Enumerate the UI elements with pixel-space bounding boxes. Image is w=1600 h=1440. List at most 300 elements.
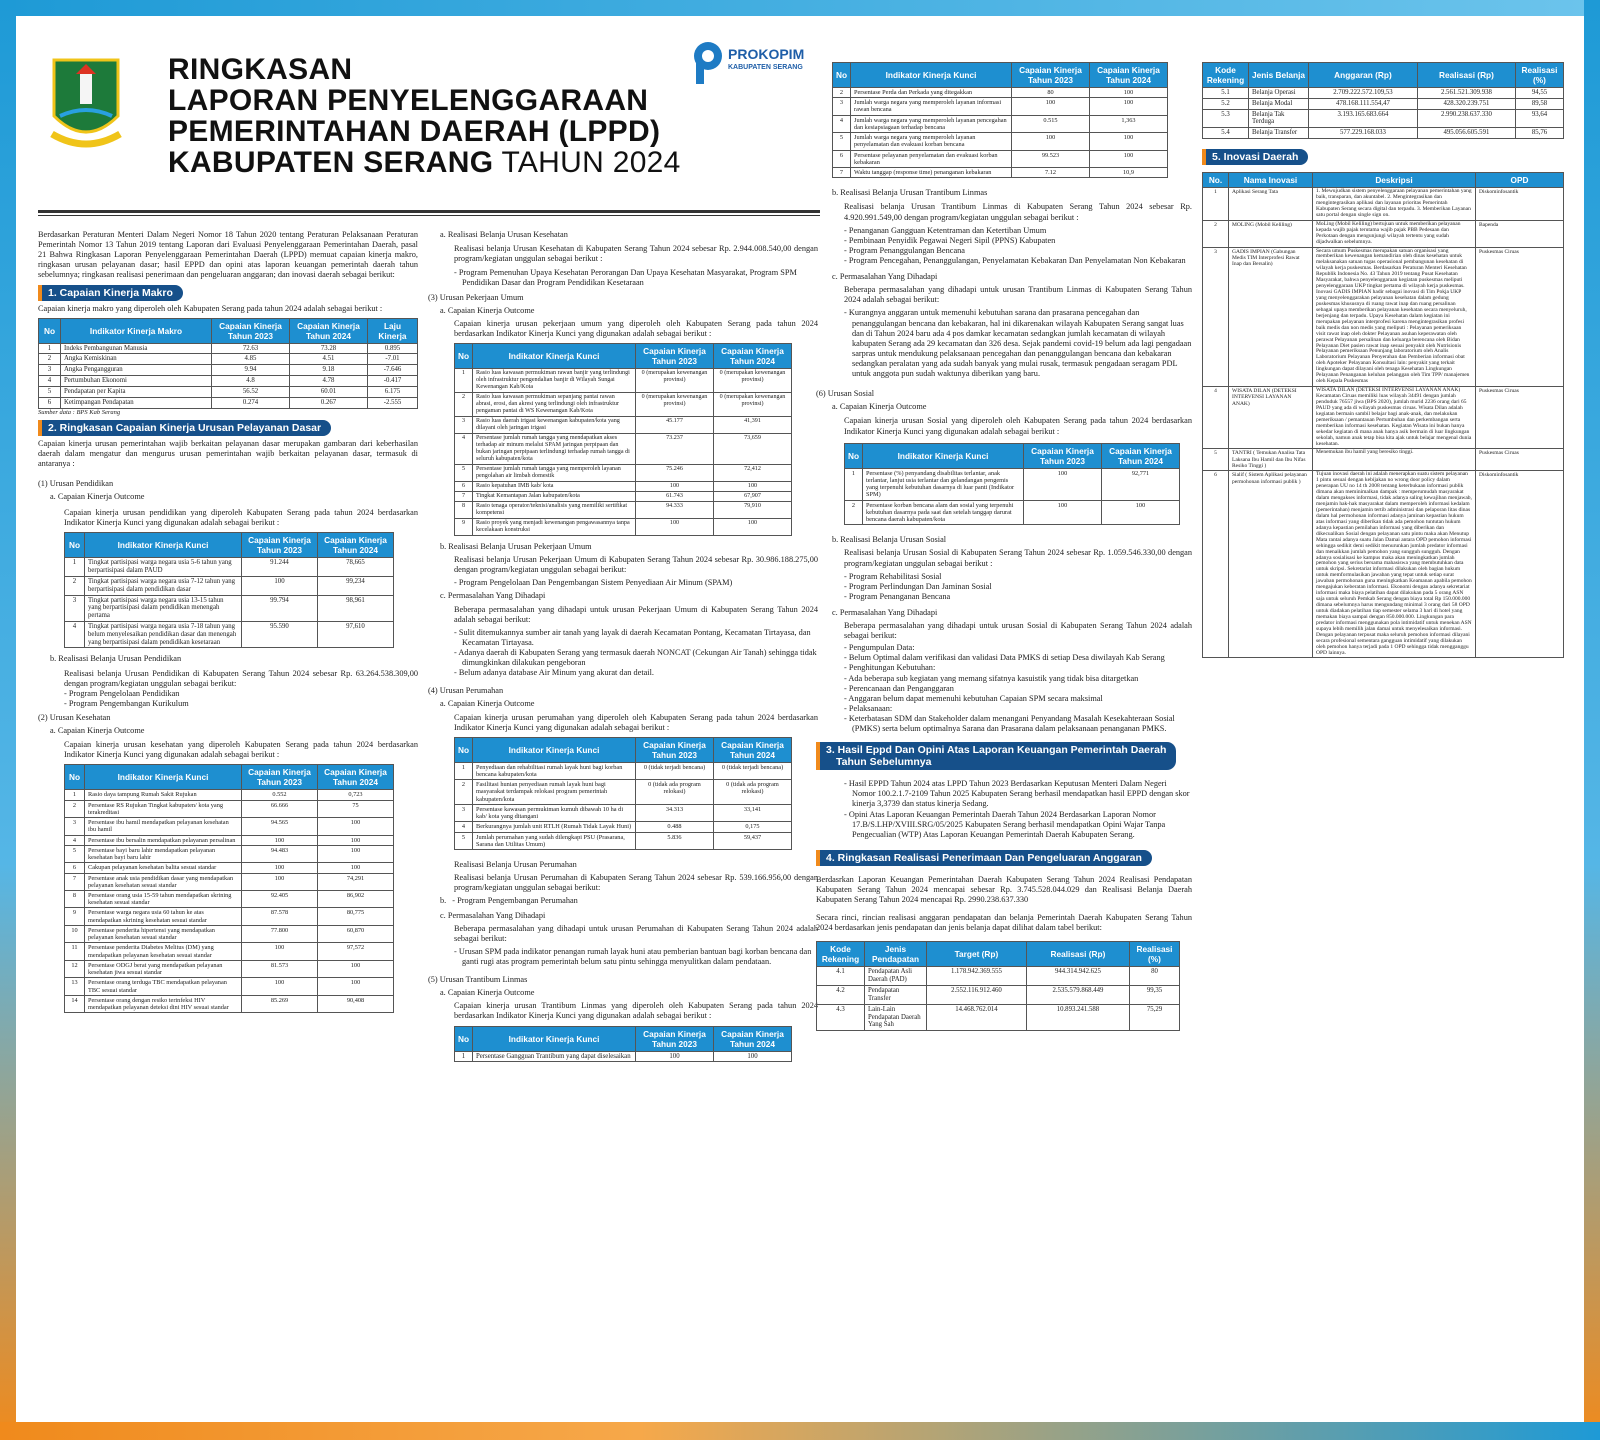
table-cell: Penyediaan dan rehabilitasi rumah layak huni bagi korban bencana kabupaten/kota [473, 762, 636, 779]
table-row [833, 150, 1168, 167]
table-cell: 72.63 [212, 343, 290, 354]
prokopim-logo [690, 40, 840, 90]
table-cell: 61.743 [636, 491, 714, 501]
table-cell: 93,64 [1516, 109, 1564, 128]
table-cell: 1 [455, 762, 473, 779]
table-cell: 2.552.116.912.460 [927, 986, 1027, 1005]
table-row [65, 925, 394, 942]
table-cell: WISATA DILAN (DETEKSI INTERVENSI LAYANAN ANAK) Kecamatan Ciruas memiliki luas wilayah 34491 dengan jumlah penduduk 76557 jiwa (BPS 2020), jumlah murid 2236 orang dari 65 PAUD yang ada di wilayah puskesmas ciruas. Wisata Dilan adalah kegiatan bermain sambil belajar bagi anak-anak, dan melakukan pemeriksaan / pemantauan Pertumbuhan dan perkembangan serta memberikan informasi kesehatan. Kegiatan Wisata ini bukan hanya sekedar kegiatan di mana anak hanya asik bermain di luar lingkungan sekolah, namun anak tetap bisa kita ajak untuk belajar mengenal dunia kesehatan. [1313, 387, 1476, 449]
table-cell: 100 [318, 978, 394, 995]
header-divider-thin [38, 215, 820, 216]
list-item: - Pelaksanaan: [844, 704, 1192, 714]
table-cell: 5 [455, 464, 473, 481]
table-cell: 1.178.942.369.555 [927, 967, 1027, 986]
table-cell: -2.555 [368, 397, 418, 408]
table-cell: 7.12 [1012, 168, 1090, 178]
table-cell: 2 [845, 500, 863, 525]
col-name: Nama Inovasi [1229, 173, 1313, 188]
table-cell: Persentase bayi baru lahir mendapatkan pelayanan kesehatan bayi baru lahir [85, 845, 242, 862]
table-row [39, 386, 418, 397]
table-cell: 100 [318, 818, 394, 835]
table-cell: 33,141 [714, 804, 792, 821]
table-cell: Rasio luas kawasan permukiman rawan banjir yang terlindungi oleh infrastruktur pengendalian banjir di Wilayah Sungai Kewenangan Kab/Kota [473, 368, 636, 392]
table-cell: 4.3 [817, 1004, 865, 1030]
col-2024: Capaian Kinerja Tahun 2024 [714, 737, 792, 762]
title-region: KABUPATEN SERANG [168, 146, 494, 179]
table-cell: Persentase orang usia 15-59 tahun mendapatkan skrining kesehatan sesuai standar [85, 890, 242, 907]
table-cell: 2.561.521.309.938 [1417, 88, 1515, 99]
section-5-title: 5. Inovasi Daerah [1202, 149, 1308, 165]
table-row [65, 960, 394, 977]
header-divider [38, 210, 820, 213]
sosial-c: c. Permasalahan Yang Dihadapi [832, 607, 938, 617]
table-cell: Persentase warga negara usia 60 tahun ke atas mendapatkan skrining kesehatan sesuai standar [85, 908, 242, 925]
table-cell: 100 [1090, 98, 1168, 115]
table-cell: Persentase ibu bersalin mendapatkan pelayanan persalinan [85, 835, 242, 845]
table-cell: Bapenda [1476, 220, 1564, 247]
table-cell: -7.01 [368, 354, 418, 365]
pu-ctext: Beberapa permasalahan yang dihadapi untuk urusan Pekerjaan Umum di Kabupaten Serang Tahun 2024 adalah sebagai berikut: [454, 604, 818, 624]
table-row [39, 376, 418, 387]
table-cell: 6 [833, 150, 851, 167]
table-cell: 59,437 [714, 832, 792, 849]
list-item: - Opini Atas Laporan Keuangan Pemerintah Daerah Tahun 2024 Berdasarkan Laporan Nomor 17.B/S.LHP/XVIII.SRG/05/2025 Kabupaten Serang berhasil mendapatkan Opini Wajar Tanpa Pengecualian (WTP) Atas Laporan Keuangan Pemerintah Daerah Kabupaten Serang. [844, 810, 1192, 840]
table-cell: 11 [65, 943, 85, 960]
table-cell: Rasio tenaga operator/teknisi/analisis yang memiliki sertifikat kompetensi [473, 501, 636, 518]
table-cell: Tingkat partisipasi warga negara usia 7-12 tahun yang berpartisipasi dalam pendidikan dasar [85, 576, 242, 595]
table-cell: 0 (merupakan kewenangan provinsi) [636, 392, 714, 416]
table-row [1203, 471, 1564, 658]
pu-b: b. Realisasi Belanja Urusan Pekerjaan Umum [440, 541, 592, 551]
sosial-problems [844, 643, 1192, 734]
section-2-text: Capaian kinerja urusan pemerintahan wajib berkaitan pelayanan dasar merupakan gambaran dari keberhasilan daerah dalam mengatur dan mengurus urusan pemerintahan wajib berkaitan pelayanan dasar, termasuk di antaranya : [38, 438, 418, 468]
table-cell: 99,234 [318, 576, 394, 595]
table-cell: 2 [455, 780, 473, 805]
col-target: Target (Rp) [927, 942, 1027, 967]
table-cell: 41,391 [714, 416, 792, 433]
table-row [65, 908, 394, 925]
trantibum-programs [844, 226, 1192, 266]
table-cell: Rasio luas daerah irigasi kewenangan kabupaten/kota yang dilayani oleh jaringan irigasi [473, 416, 636, 433]
perumahan-c: c. Permasalahan Yang Dihadapi [440, 910, 546, 920]
table-cell: 72,412 [714, 464, 792, 481]
table-cell: 0 (tidak ada program relokasi) [636, 780, 714, 805]
poster [16, 16, 1584, 1422]
table-cell: 3 [39, 365, 61, 376]
table-cell: 3 [455, 804, 473, 821]
col-indicator: Indikator Kinerja Kunci [851, 63, 1012, 88]
table-cell: Menemukan ibu hamil yang beresiko tinggi. [1313, 449, 1476, 471]
table-row [1203, 109, 1564, 128]
table-cell: Persentase ibu hamil mendapatkan pelayanan kesehatan ibu hamil [85, 818, 242, 835]
table-row [65, 800, 394, 817]
table-cell: 2 [65, 800, 85, 817]
table-cell: Tingkat partisipasi warga negara usia 13-15 tahun yang berpartisipasi dalam pendidikan menengah pertama [85, 595, 242, 621]
table-row [455, 416, 792, 433]
source-note: Sumber data : BPS Kab Serang [38, 408, 121, 416]
perumahan-programs [452, 896, 578, 906]
revenue-table [816, 941, 1180, 1031]
perumahan-bmark [440, 896, 818, 906]
col-2023: Capaian Kinerja Tahun 2023 [636, 737, 714, 762]
table-cell: Angka Kemiskinan [61, 354, 212, 365]
table-row [39, 397, 418, 408]
col-realization: Realisasi (Rp) [1026, 942, 1129, 967]
col-2023: Capaian Kinerja Tahun 2023 [636, 343, 714, 368]
section-1-title: 1. Capaian Kinerja Makro [38, 285, 183, 301]
table-cell: 94.565 [242, 818, 318, 835]
table-cell: 80 [1012, 88, 1090, 98]
table-cell: 5 [65, 845, 85, 862]
list-item: - Hasil EPPD Tahun 2024 atas LPPD Tahun 2023 Berdasarkan Keputusan Menteri Dalam Negeri Nomor 100.2.1.7-2109 Tahun 2025 Kabupaten Serang berhasil mendapatkan hasil EPPD dengan skor kinerja 3,3739 dan status kinerja Sedang. [844, 779, 1192, 809]
trantibum-head: (5) Urusan Trantibum Linmas [428, 975, 528, 985]
table-row [455, 822, 792, 832]
table-row [455, 780, 792, 805]
col-no: No [845, 443, 863, 468]
table-cell: 3.193.165.683.664 [1309, 109, 1418, 128]
table-cell: 100 [318, 845, 394, 862]
table-cell: 5.4 [1203, 128, 1249, 139]
table-cell: 7 [833, 168, 851, 178]
table-cell: 100 [318, 835, 394, 845]
table-cell: 95.590 [242, 621, 318, 647]
table-row [845, 500, 1180, 525]
pendidikan-head: (1) Urusan Pendidikan [38, 478, 114, 488]
trantibum-ctext: Beberapa permasalahan yang dihadapi untuk urusan Trantibum Linmas di Kabupaten Serang Tahun 2024 adalah sebagai berikut: [844, 285, 1192, 305]
table-row [65, 845, 394, 862]
table-cell: 97,610 [318, 621, 394, 647]
table-cell: Persentase (%) penyandang disabilitas terlantar, anak terlantar, lanjut usia terlantar dan gelandangan pengemis yang terpenuhi kebutuhan dasarnya di luar panti (Indikator SPM) [863, 468, 1024, 500]
table-cell: GADIS IMPIAN (Gabungan Medis TIM Interprofesi Rawat Inap dan Bersalin) [1229, 247, 1313, 387]
table-cell: 9.18 [290, 365, 368, 376]
table-cell: 2 [1203, 220, 1229, 247]
trantibum-table-1 [454, 1026, 792, 1063]
table-cell: 3 [1203, 247, 1229, 387]
kesehatan-head: (2) Urusan Kesehatan [38, 712, 111, 722]
table-cell: Pendapatan per Kapita [61, 386, 212, 397]
table-cell: 10.893.241.588 [1026, 1004, 1129, 1030]
list-item: - Ada beberapa sub kegiatan yang memang sifatnya kasuistik yang tidak bisa ditargetkan [844, 674, 1192, 684]
table-cell: 0 (tidak ada program relokasi) [714, 780, 792, 805]
sosial-ctext: Beberapa permasalahan yang dihadapi untuk urusan Sosial di Kabupaten Serang Tahun 2024 adalah sebagai berikut: [844, 621, 1192, 641]
table-cell: Belanja Operasi [1249, 88, 1309, 99]
intro-paragraph: Berdasarkan Peraturan Menteri Dalam Negeri Nomor 18 Tahun 2020 tentang Peraturan Pelaksanaan Peraturan Pemerintah Nomor 13 Tahun 2019 tentang Laporan dari Evaluasi Penyelenggaraan Pemerintahan Daerah, pasal 21 Bahwa Ringkasan Laporan Penyelenggaraan Pemerintahan Daerah (LPPD) memuat capaian kinerja makro, ringkasan urusan pelayanan dasar; hasil EPPD dan opini atas laporan keuangan pemerintah daerah tahun sebelumnya; ringkasan realisasi penerimaan dan pengeluaran anggaran; dan inovasi daerah sebagai berikut: [38, 230, 418, 280]
table-cell: 2.990.238.637.330 [1417, 109, 1515, 128]
table-cell: Persentase penderita hipertensi yang mendapatkan pelayanan kesehatan sesuai standar [85, 925, 242, 942]
table-cell: 75 [318, 800, 394, 817]
table-cell: 100 [1024, 468, 1102, 500]
table-cell: Berkurangnya jumlah unit RTLH (Rumah Tidak Layak Huni) [473, 822, 636, 832]
perumahan-head: (4) Urusan Perumahan [428, 686, 504, 696]
list-marker: b. [440, 896, 447, 906]
list-item: - Pengumpulan Data: [844, 643, 1192, 653]
table-cell: 10 [65, 925, 85, 942]
table-cell: Rasio kepatuhan IMB kab/ kota [473, 481, 636, 491]
table-cell: 6 [455, 481, 473, 491]
section-3-title-line1: 3. Hasil Eppd Dan Opini Atas Laporan Keuangan Pemerintah Daerah [826, 744, 1167, 757]
col-type: Jenis Pendapatan [865, 942, 927, 967]
frame-bottom [0, 1422, 1600, 1440]
table-cell: 100 [636, 1051, 714, 1062]
table-cell: Persentase korban bencana alam dan sosial yang terpenuhi kebutuhan dasarnya pada saat dan setelah tanggap darurat bencana daerah kabupaten/kota [863, 500, 1024, 525]
table-cell: 99.794 [242, 595, 318, 621]
sosial-programs [844, 572, 1192, 602]
pu-text: Capaian kinerja urusan pekerjaan umum yang diperoleh oleh Kabupaten Serang pada tahun 2024 berdasarkan Indikator Kinerja Kunci yang digunakan adalah sebagai berikut : [454, 318, 818, 338]
table-cell: 6 [1203, 471, 1229, 658]
table-row [833, 88, 1168, 98]
table-cell: Diskominfosantik [1476, 471, 1564, 658]
table-cell: Puskesmas Ciruas [1476, 387, 1564, 449]
col-2024: Capaian Kinerja Tahun 2024 [1102, 443, 1180, 468]
table-cell: 0 (merupakan kewenangan provinsi) [714, 368, 792, 392]
kesehatan-b: a. Realisasi Belanja Urusan Kesehatan [440, 230, 568, 239]
list-item: - Penanganan Gangguan Ketentraman dan Ketertiban Umum [844, 226, 1192, 236]
table-cell: 60.01 [290, 386, 368, 397]
section-3-title-line2: Tahun Sebelumnya [836, 756, 932, 769]
pendidikan-programs [64, 689, 418, 709]
sosial-btext: Realisasi belanja Urusan Sosial di Kabupaten Serang Tahun 2024 sebesar Rp. 1.059.546.330,00 dengan program/kegiatan unggulan sebagai berikut : [844, 548, 1192, 568]
perumahan-btext: Realisasi belanja Urusan Perumahan di Kabupaten Serang Tahun 2024 sebesar Rp. 539.166.956,00 dengan program/kegiatan unggulan sebagai berikut: [454, 873, 818, 893]
table-cell: Puskesmas Ciruas [1476, 247, 1564, 387]
table-row [455, 832, 792, 849]
kesehatan-table [64, 764, 394, 1013]
table-cell: Persentase ODGJ berat yang mendapatkan pelayanan kesehatan jiwa sesuai standar [85, 960, 242, 977]
col-realization: Realisasi (Rp) [1417, 63, 1515, 88]
section-4-title: 4. Ringkasan Realisasi Penerimaan Dan Pengeluaran Anggaran [816, 850, 1152, 866]
col-no: No. [1203, 173, 1229, 188]
col-2023: Capaian Kinerja Tahun 2023 [636, 1026, 714, 1051]
col-no: No [65, 533, 85, 558]
table-cell: 14.468.762.014 [927, 1004, 1027, 1030]
table-cell: Persentase pelayanan penyelamatan dan evakuasi korban kebakaran [851, 150, 1012, 167]
table-cell: Pendapatan Transfer [865, 986, 927, 1005]
table-cell: 1 [455, 1051, 473, 1062]
table-row [1203, 98, 1564, 109]
pu-a: a. Capaian Kinerja Outcome [440, 305, 535, 315]
table-cell: 495.056.605.591 [1417, 128, 1515, 139]
macro-table [38, 318, 418, 409]
list-item: - Adanya daerah di Kabupaten Serang yang termasuk daerah NONCAT (Cekungan Air Tanah) sehingga tidak dimungkinkan dilakukan pengeboran [454, 648, 818, 668]
col-description: Deskripsi [1313, 173, 1476, 188]
section-3-list [844, 779, 1192, 840]
table-cell: 92.405 [242, 890, 318, 907]
table-row [1203, 247, 1564, 387]
table-cell: WISATA DILAN (DETEKSI INTERVENSI LAYANAN ANAK) [1229, 387, 1313, 449]
table-cell: Aplikasi Serang Tata [1229, 188, 1313, 221]
trantibum-btext: Realisasi belanja Urusan Trantibum Linmas di Kabupaten Serang Tahun 2024 sebesar Rp. 4.920.991.549,00 dengan program/kegiatan unggulan sebagai berikut : [844, 202, 1192, 222]
table-cell: MOLING (Mobil Keliling) [1229, 220, 1313, 247]
col-2024: Capaian Kinerja Tahun 2024 [714, 1026, 792, 1051]
list-item: - Anggaran belum dapat memenuhi kebutuhan Capaian SPM secara maksimal [844, 694, 1192, 704]
table-cell: Jumlah warga negara yang memperoleh layanan penyelamatan dan evakuasi korban bencana [851, 133, 1012, 150]
table-cell: 0 (tidak terjadi bencana) [714, 762, 792, 779]
col-2023: Capaian Kinerja Tahun 2023 [1012, 63, 1090, 88]
col-indicator: Indikator Kinerja Kunci [473, 1026, 636, 1051]
trantibum-c: c. Permasalahan Yang Dihadapi [832, 272, 938, 282]
list-item: - Program Rehabilitasi Sosial [844, 572, 1192, 582]
perumahan-a: a. Capaian Kinerja Outcome [440, 699, 535, 709]
table-cell: Diskominfosantik [1476, 188, 1564, 221]
table-cell: 3 [65, 595, 85, 621]
perumahan-ctext: Beberapa permasalahan yang dihadapi untuk urusan Perumahan di Kabupaten Serang Tahun 2024 adalah sebagai berikut: [454, 923, 818, 943]
table-cell: 6.175 [368, 386, 418, 397]
table-cell: 100 [1102, 500, 1180, 525]
table-row [455, 368, 792, 392]
col-no: No [39, 318, 61, 343]
table-cell: Belanja Modal [1249, 98, 1309, 109]
regency-emblem [50, 56, 122, 152]
table-cell: 74,291 [318, 873, 394, 890]
table-cell: 5.3 [1203, 109, 1249, 128]
list-item: - Belum Optimal dalam verifikasi dan validasi Data PMKS di setiap Desa diwilayah Kab Serang [844, 653, 1192, 663]
trantibum-table-2 [832, 62, 1168, 178]
col-indicator: Indikator Kinerja Makro [61, 318, 212, 343]
table-cell: 100 [1012, 98, 1090, 115]
kesehatan-programs [454, 268, 818, 288]
table-cell: 2.709.222.572.109,53 [1309, 88, 1418, 99]
kesehatan-a: a. Capaian Kinerja Outcome [50, 726, 145, 736]
table-cell: 0,175 [714, 822, 792, 832]
col-percent: Realisasi (%) [1516, 63, 1564, 88]
table-cell: 75.246 [636, 464, 714, 481]
table-row [833, 98, 1168, 115]
pu-head: (3) Urusan Pekerjaan Umum [428, 292, 524, 302]
column-4 [1202, 62, 1564, 658]
table-cell: Tingkat partisipasi warga negara usia 7-18 tahun yang belum menyelesaikan pendidikan dasar dan menengah yang berpartisipasi dalam pendidikan kesetaraan [85, 621, 242, 647]
table-cell: 90,408 [318, 995, 394, 1012]
list-item: - Urusan SPM pada indikator penangan rumah layak huni atau pemberian bantuan bagi korban bencana dan ganti rugi atas program pemerintah belum satu pintu sehingga menyulitkan dalam pendataan. [454, 947, 818, 967]
title-line: RINGKASAN [168, 53, 353, 86]
table-cell: 100 [636, 481, 714, 491]
pu-c: c. Permasalahan Yang Dihadapi [440, 591, 546, 601]
section-4-text1: Berdasrkan Laporan Keuangan Pemerintahan Daerah Kabupaten Serang Tahun 2024 Realisasi Pendapatan Kabupaten Serang Tahun 2024 mencapai sebesar Rp. 3.745.528.044.029 dan Realisasi Belanja Daerah Kabupaten Serang Tahun 2024 mencapai Rp. 2990.238.637.330 [816, 874, 1192, 905]
list-item: - Belum adanya database Air Minum yang akurat dan detail. [454, 668, 818, 678]
table-row [455, 464, 792, 481]
table-cell: Persentase orang dengan resiko terinfeksi HIV mendapatkan pelayanan deteksi dini HIV sesuai standar [85, 995, 242, 1012]
section-4-text2: Secara rinci, rincian realisasi anggaran pendapatan dan belanja Pemerintah Daerah Kabupaten Serang Tahun 2024 berdasarkan jenis pendapatan dan jenis belanja dapat dilihat dalam tabel berikut: [816, 913, 1192, 933]
table-cell: Persentase penderita Diabetes Melitus (DM) yang mendapatkan pelayanan kesehatan sesuai standar [85, 943, 242, 960]
table-cell: 577.229.168.033 [1309, 128, 1418, 139]
list-item: - Kurangnya anggaran untuk memenuhi kebutuhan sarana dan prasarana pencegahan dan penanggulangan bencana dan kebakaran, hal ini dikarenakan wilayah Kabupaten Serang sangat luas dan di Tahun 2024 baru ada 4 pos damkar kecamatan sedangkan jumlah kecamatan di wilayah kabupaten Serang ada 29 kecamatan dan 326 desa. Sejak pandemi covid-19 belum ada lagi pengadaan sarpras untuk mendukung pelaksanaan pencegahan dan penanggulangan bencana dan kebakaran sedangkan peralatan yang ada sudah banyak yang mulai rusak, termasuk pengadaan seragam PDL untuk anggota pun sudah waktunya diberikan yang baru. [844, 308, 1192, 379]
table-cell: Cakupan pelayanan kesehatan balita sesuai standar [85, 863, 242, 873]
table-cell: 4.51 [290, 354, 368, 365]
table-cell: 75,29 [1130, 1004, 1180, 1030]
perumahan-b: Realisasi Belanja Urusan Perumahan [454, 860, 577, 870]
table-row [455, 501, 792, 518]
table-row [455, 762, 792, 779]
table-cell: Tujuan inovasi daerah ini adalah menerapkan suatu sistem pelayanan 1 pintu sesuai dengan kebijakan no wrong door policy dalam penerapan UU no 14 th 2008 tentang keterbukaan informasi publik dimana akan meminimalkan dampak : memperumudah masyarakat dalam mengakses informasi, tidak adanya saling kewajiban menjawab, menjamin hak-hak masyarakat dalam memperoleh informasi kedalam (pemerintahan) menjamin tertib administrasi dan pelaporan litas dinas dalam hal permohonan informasi adanya jaminan kepastian hukum atas informasi yang diberikan tidak ada pemohon tuntutan hukum adanya kepastian pemilahan informasi yang diberikan dan dikecualikan Sosial dengan pelayanan satu pintu maka akan Menutup Mata rantai adanya suatu Jalan Damai antara OPD pemohon informasi sehingga sedikit demi sedikit menurunkan jumlah predator informasi dan menaikkan jumlah pemohon yang sungguh sungguh. Dengan adanya sosialisasi ke kampus maka akan meningkatkan jumlah pemohon yang serius bersama mahasiswa yang membutuhkan data untuk skripsi. Sekretariat informasi dilakukan oleh bagian hukum untuk memformulasikan jawaban yang tepat untuk setiap surat jawaban permohonan guna meningkatkan Keamanan apabila pemohon mengajukan keberatan informasi. Ekonomi dengan adanya sekretariat informasi maka biaya pelatihan dapat dilakukan pada 5 orang ASN saja untuk seluruh Pemkab Serang dengan biaya total Rp 150.000.000 dimana sebelumnya harus mengundang minimal 3 orang dari 58 OPD untuk diadakan pelatihan tiap semester selama 3 hari di hotel yang memakan biaya sampai dengan 850.000.000. Lingkungan para predator informasi menggunakan pola intimidatif untuk menekan ASN supaya lebih memilih jalan damai untuk menyelesaikan informasi. Dengan pelayanan terpusat maka seluruh pemohon informasi dilayani secara profesional sementara gangguan intimidatif yang dilakukan oleh pemohon hanya terjadi pada 1 OPD sehingga tidak mengganggu OPD lainnya. [1313, 471, 1476, 658]
col-2024: Capaian Kinerja Tahun 2024 [714, 343, 792, 368]
table-row [455, 433, 792, 464]
table-cell: 100 [242, 873, 318, 890]
table-cell: 4.8 [212, 376, 290, 387]
perumahan-problems [454, 947, 818, 967]
table-row [455, 1051, 792, 1062]
sosial-table [844, 443, 1180, 526]
table-cell: 86,902 [318, 890, 394, 907]
table-cell: 100 [714, 1051, 792, 1062]
table-cell: 4 [455, 433, 473, 464]
table-row [1203, 449, 1564, 471]
table-row [39, 354, 418, 365]
table-cell: 66.666 [242, 800, 318, 817]
table-cell: 4 [65, 835, 85, 845]
table-cell: 13 [65, 978, 85, 995]
col-budget: Anggaran (Rp) [1309, 63, 1418, 88]
kesehatan-text: Capaian kinerja urusan kesehatan yang diperoleh Kabupaten Serang pada tahun 2024 berdasarkan Indikator Kinerja Kunci yang digunakan adalah sebagai berikut : [64, 740, 418, 760]
table-row [1203, 387, 1564, 449]
table-cell: Ketimpangan Pendapatan [61, 397, 212, 408]
table-cell: 99,35 [1130, 986, 1180, 1005]
table-cell: 85.269 [242, 995, 318, 1012]
table-cell: 4.78 [290, 376, 368, 387]
col-2023: Capaian Kinerja Tahun 2023 [242, 765, 318, 790]
table-cell: 0.552 [242, 790, 318, 800]
table-row [817, 967, 1180, 986]
table-cell: 4 [833, 115, 851, 132]
table-cell: 100 [318, 960, 394, 977]
table-cell: 6 [39, 397, 61, 408]
frame-right [1584, 0, 1600, 1440]
frame-top [0, 0, 1600, 16]
col-indicator: Indikator Kinerja Kunci [85, 765, 242, 790]
table-row [455, 491, 792, 501]
col-2024: Capaian Kinerja Tahun 2024 [290, 318, 368, 343]
table-row [455, 481, 792, 491]
table-cell: 92,771 [1102, 468, 1180, 500]
table-cell: 3 [833, 98, 851, 115]
prokopim-name: PROKOPIM [728, 46, 805, 62]
table-cell: 0.488 [636, 822, 714, 832]
table-cell: 100 [1090, 133, 1168, 150]
table-cell: 67,907 [714, 491, 792, 501]
table-row [39, 365, 418, 376]
pendidikan-text: Capaian kinerja urusan pendidikan yang diperoleh Kabupaten Serang pada tahun 2024 berdasarkan Indikator Kinerja Kunci yang digunakan adalah sebagai berikut : [64, 508, 418, 528]
innovation-table [1202, 172, 1564, 658]
table-cell: 0.515 [1012, 115, 1090, 132]
table-row [455, 518, 792, 535]
table-cell: 478.168.111.554,47 [1309, 98, 1418, 109]
table-cell: Pertumbuhan Ekonomi [61, 376, 212, 387]
table-cell: 73.237 [636, 433, 714, 464]
table-row [455, 804, 792, 821]
table-cell: 100 [1012, 133, 1090, 150]
table-cell: Persentase Perda dan Perkada yang ditegakkan [851, 88, 1012, 98]
pendidikan-a: a. Capaian Kinerja Outcome [50, 491, 145, 501]
list-item: - Program Pencegahan, Penanggulangan, Penyelamatan Kebakaran Dan Penyelamatan Non Kebakaran [844, 256, 1192, 266]
table-cell: Lain-Lain Pendapatan Daerah Yang Sah [865, 1004, 927, 1030]
table-cell: 9 [455, 518, 473, 535]
table-cell: 1 [455, 368, 473, 392]
table-cell: 0,723 [318, 790, 394, 800]
table-cell: 3 [65, 818, 85, 835]
table-cell: 73,659 [714, 433, 792, 464]
table-cell: Tingkat Kemantapan Jalan kabupaten/kota [473, 491, 636, 501]
table-cell: 5 [1203, 449, 1229, 471]
perumahan-text: Capaian kinerja urusan perumahan yang diperoleh oleh Kabupaten Serang pada tahun 2024 berdasarkan Indikator Kinerja Kunci yang digunakan adalah sebagai berikut : [454, 712, 818, 732]
table-cell: Indeks Pembangunan Manusia [61, 343, 212, 354]
table-row [833, 133, 1168, 150]
table-cell: -0.417 [368, 376, 418, 387]
table-cell: Persentase orang terduga TBC mendapatkan pelayanan TBC sesuai standar [85, 978, 242, 995]
col-percent: Realisasi (%) [1130, 942, 1180, 967]
table-cell: Waktu tanggap (response time) penanganan kebakaran [851, 168, 1012, 178]
table-cell: 1 [39, 343, 61, 354]
kesehatan-btext: Realisasi belanja Urusan Kesehatan di Kabupaten Serang Tahun 2024 sebesar Rp. 2.944.008.540,00 dengan program/kegiatan unggulan sebagai berikut : [454, 244, 818, 264]
table-row [817, 1004, 1180, 1030]
list-item: - Program Pengembangan Perumahan [452, 896, 578, 906]
table-cell: 97,572 [318, 943, 394, 960]
